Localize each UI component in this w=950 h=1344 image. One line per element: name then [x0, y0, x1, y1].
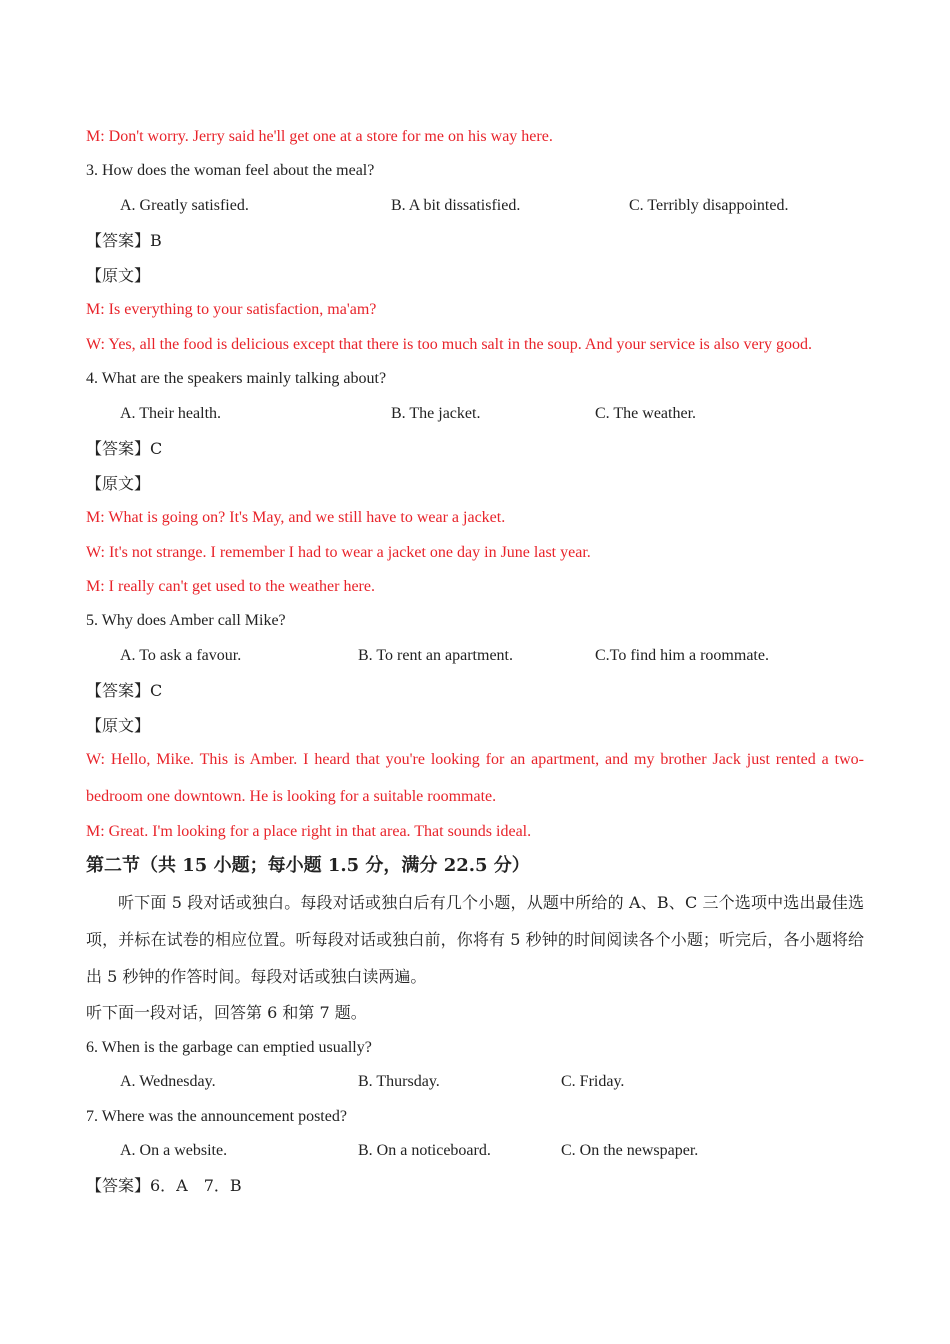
q4-option-a: A. Their health.: [120, 405, 222, 422]
q7-option-a: A. On a website.: [120, 1142, 228, 1159]
transcript-line: W: Yes, all the food is delicious except that there is too much salt in the soup. And your service is also very good.: [86, 336, 812, 353]
q3-answer: 【答案】B: [86, 231, 162, 250]
q7-option-c: C. On the newspaper.: [561, 1142, 699, 1159]
q6-option-a: A. Wednesday.: [120, 1073, 216, 1090]
q4-option-b: B. The jacket.: [391, 405, 481, 422]
q4-answer: 【答案】C: [86, 439, 163, 458]
section-instructions: 听下面 5 段对话或独白。每段对话或独白后有几个小题，从题中所给的 A、B、C 三个选项中选出最佳选项，并标在试卷的相应位置。听每段对话或独白前，你将有 5 秒钟的时间阅读各个小题；听完后，各小题将给出 5 秒钟的作答时间。每段对话或独白读两遍。: [86, 893, 864, 986]
transcript-line: M: What is going on? It's May, and we still have to wear a jacket.: [86, 509, 506, 526]
q4-source-label: 【原文】: [86, 474, 151, 493]
q7-option-b: B. On a noticeboard.: [358, 1142, 491, 1159]
question-5: 5. Why does Amber call Mike?: [86, 612, 286, 629]
q3-source-label: 【原文】: [86, 266, 151, 285]
q67-answer: 【答案】6．A 7．B: [86, 1176, 242, 1195]
q5-answer: 【答案】C: [86, 681, 163, 700]
question-3: 3. How does the woman feel about the meal?: [86, 162, 375, 179]
q5-source-label: 【原文】: [86, 716, 151, 735]
transcript-line: W: It's not strange. I remember I had to wear a jacket one day in June last year.: [86, 544, 591, 561]
transcript-line: M: Don't worry. Jerry said he'll get one at a store for me on his way here.: [86, 128, 553, 145]
q5-option-c: C.To find him a roommate.: [595, 647, 769, 664]
transcript-line: M: Great. I'm looking for a place right in that area. That sounds ideal.: [86, 823, 532, 840]
q5-option-b: B. To rent an apartment.: [358, 647, 513, 664]
question-4: 4. What are the speakers mainly talking about?: [86, 370, 387, 387]
q6-option-c: C. Friday.: [561, 1073, 625, 1090]
transcript-paragraph: W: Hello, Mike. This is Amber. I heard that you're looking for an apartment, and my brother Jack just rented a two-bedroom one downtown. He is looking for a suitable roommate.: [86, 751, 864, 805]
q4-option-c: C. The weather.: [595, 405, 697, 422]
section-heading: 第二节（共 15 小题；每小题 1.5 分，满分 22.5 分）: [86, 855, 530, 876]
q3-option-a: A. Greatly satisfied.: [120, 197, 249, 214]
transcript-line: M: Is everything to your satisfaction, ma'am?: [86, 301, 377, 318]
question-6: 6. When is the garbage can emptied usually?: [86, 1039, 372, 1056]
q6-option-b: B. Thursday.: [358, 1073, 440, 1090]
question-7: 7. Where was the announcement posted?: [86, 1108, 347, 1125]
dialog-intro: 听下面一段对话，回答第 6 和第 7 题。: [86, 1003, 367, 1022]
q3-option-b: B. A bit dissatisfied.: [391, 197, 521, 214]
q5-option-a: A. To ask a favour.: [120, 647, 242, 664]
transcript-line: M: I really can't get used to the weather here.: [86, 578, 375, 595]
q3-option-c: C. Terribly disappointed.: [629, 197, 789, 214]
